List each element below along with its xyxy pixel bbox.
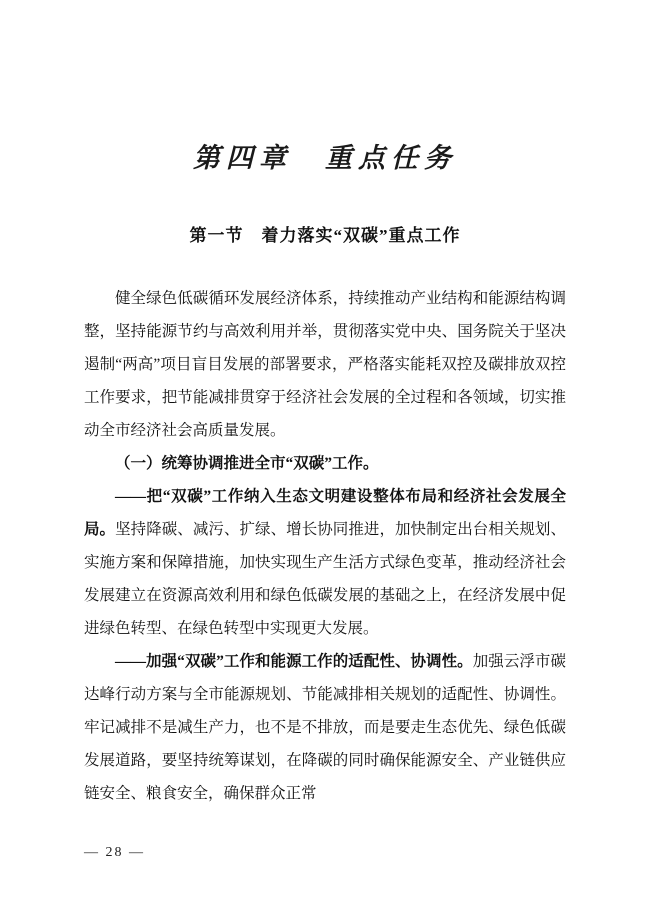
section-title: 第一节 着力落实“双碳”重点工作: [189, 226, 461, 245]
paragraph-3: [84, 480, 566, 645]
paragraph-3-text: 坚持降碳、减污、扩绿、增长协同推进，加快制定出台相关规划、实施方案和保障措施，加快实现生产生活方式绿色变革，推动经济社会发展建立在资源高效利用和绿色低碳发展的基础之上，在经济发展中促进绿色转型、在绿色转型中实现更大发展。: [84, 521, 566, 637]
paragraph-4: [84, 645, 566, 810]
paragraph-4-text: 加强云浮市碳达峰行动方案与全市能源规划、节能减排相关规划的适配性、协调性。牢记减排不是减生产力，也不是不排放，而是要走生态优先、绿色低碳发展道路，要坚持统筹谋划，在降碳的同时确保能源安全、产业链供应链安全、粮食安全，确保群众正常: [84, 653, 566, 802]
chapter-title: 第四章 重点任务: [193, 143, 457, 173]
paragraph-3-lead: ——把“双碳”工作纳入生态文明建设整体布局和经济社会发展全局。: [84, 488, 566, 538]
page-number: — 28 —: [84, 845, 145, 860]
paragraph-2-text: （一）统筹协调推进全市“双碳”工作。: [115, 455, 379, 472]
body-text: [84, 282, 566, 810]
paragraph-2: [84, 447, 566, 480]
paragraph-1-text: 健全绿色低碳循环发展经济体系，持续推动产业结构和能源结构调整，坚持能源节约与高效利用并举，贯彻落实党中央、国务院关于坚决遏制“两高”项目盲目发展的部署要求，严格落实能耗双控及碳排放双控工作要求，把节能减排贯穿于经济社会发展的全过程和各领域，切实推动全市经济社会高质量发展。: [84, 290, 566, 439]
paragraph-4-lead: ——加强“双碳”工作和能源工作的适配性、协调性。: [115, 653, 473, 670]
page-content: [84, 0, 566, 810]
paragraph-1: [84, 282, 566, 447]
